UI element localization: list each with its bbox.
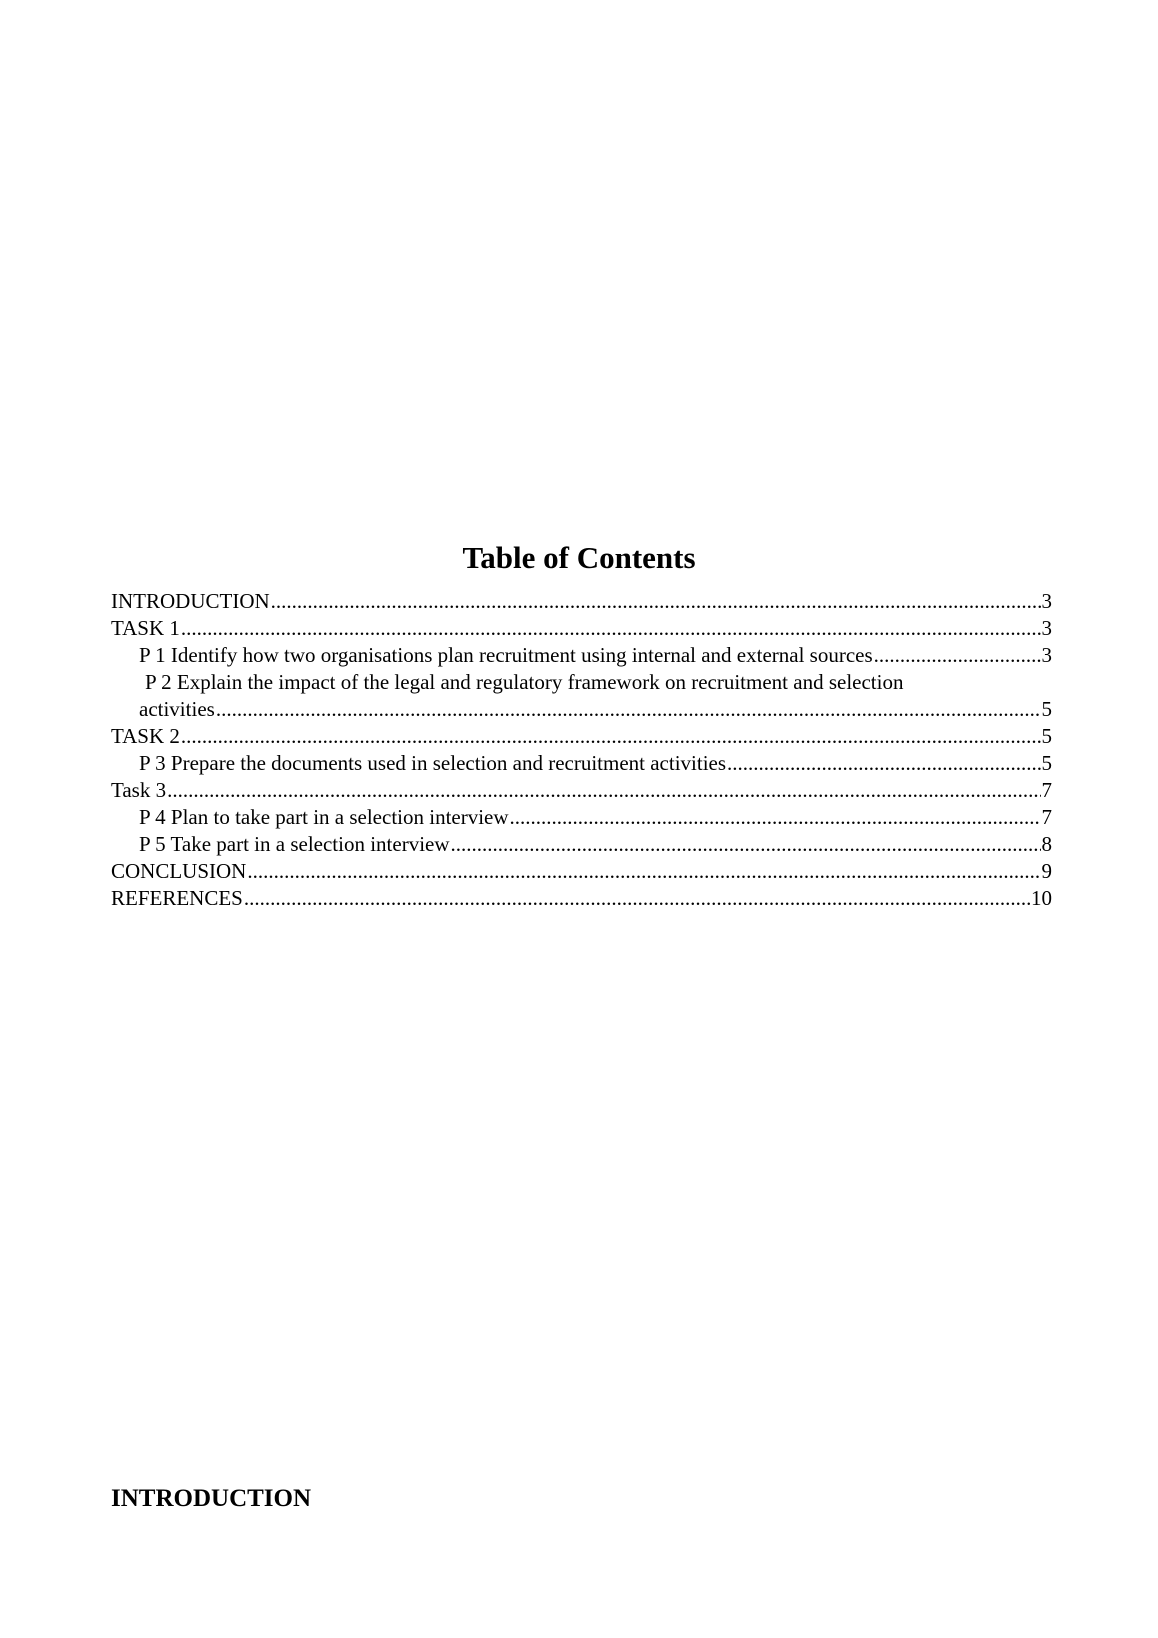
toc-title: Table of Contents [462,540,696,575]
table-of-contents [111,588,1052,912]
toc-entry-references[interactable] [111,885,1052,912]
toc-entry-label: CONCLUSION [111,859,247,883]
toc-entry-task-1[interactable] [111,615,1052,642]
toc-entry-task-2[interactable] [111,723,1052,750]
toc-entry-label: INTRODUCTION [111,589,270,613]
toc-entry-label: activities [139,697,215,721]
toc-leader-dots [727,750,1040,777]
toc-entry-p2-line1[interactable] [111,669,1052,696]
toc-leader-dots [271,588,1041,615]
toc-page-number: 3 [1041,589,1052,613]
toc-entry-task-3[interactable] [111,777,1052,804]
toc-entry-label: TASK 1 [111,616,180,640]
toc-entry-label: Task 3 [111,778,167,802]
toc-entry-label: P 4 Plan to take part in a selection interview [139,805,509,829]
toc-entry-p1[interactable] [111,642,1052,669]
toc-entry-p5[interactable] [111,831,1052,858]
toc-entry-label: P 2 Explain the impact of the legal and regulatory framework on recruitment and selection [145,670,904,694]
toc-leader-dots [451,831,1041,858]
toc-entry-p3[interactable] [111,750,1052,777]
toc-page-number: 7 [1041,778,1052,802]
toc-leader-dots [216,696,1041,723]
toc-entry-label: TASK 2 [111,724,180,748]
toc-entry-label: P 5 Take part in a selection interview [139,832,450,856]
toc-leader-dots [510,804,1041,831]
toc-entry-p2-line2[interactable] [111,696,1052,723]
toc-leader-dots [181,723,1041,750]
toc-leader-dots [181,615,1041,642]
toc-page-number: 7 [1041,805,1052,829]
toc-leader-dots [247,858,1040,885]
section-heading-introduction: INTRODUCTION [111,1485,312,1512]
toc-page-number: 3 [1041,616,1052,640]
toc-entry-label: P 3 Prepare the documents used in selection and recruitment activities [139,751,727,775]
toc-leader-dots [244,885,1030,912]
toc-page-number: 10 [1031,886,1052,910]
toc-entry-introduction[interactable] [111,588,1052,615]
toc-entry-p4[interactable] [111,804,1052,831]
toc-page-number: 5 [1041,697,1052,721]
toc-page-number: 5 [1041,751,1052,775]
toc-page-number: 3 [1041,643,1052,667]
toc-entry-conclusion[interactable] [111,858,1052,885]
toc-leader-dots [874,642,1041,669]
toc-leader-dots [167,777,1040,804]
toc-page-number: 8 [1041,832,1052,856]
toc-entry-label: P 1 Identify how two organisations plan recruitment using internal and external sources [139,643,873,667]
toc-entry-label: REFERENCES [111,886,243,910]
toc-page-number: 9 [1041,859,1052,883]
toc-page-number: 5 [1041,724,1052,748]
